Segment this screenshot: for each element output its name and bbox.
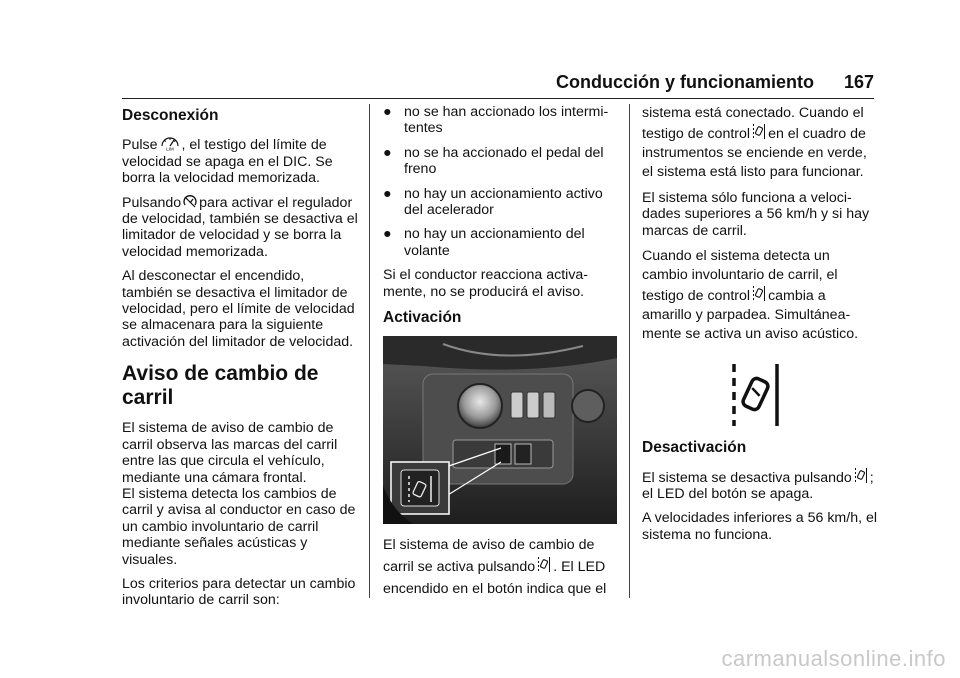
paragraph: El sistema detecta los cambios de carril y avisa al conductor en caso de un cambio involuntario de carril mediante señales acústicas y visuales.: [122, 485, 356, 568]
column-divider: [369, 104, 370, 598]
list-item: ● no hay un accionamiento del volante: [383, 226, 585, 259]
lane-departure-icon: [752, 123, 766, 140]
paragraph: El sistema se desactiva pulsando ; el LED del botón se apaga.: [642, 467, 878, 503]
page-header: [122, 70, 874, 99]
lane-departure-icon: [730, 362, 784, 428]
paragraph: El sistema de aviso de cambio de carril se activa pulsando . El LED encendido en el botón indica que el: [383, 537, 607, 598]
lane-departure-icon: [854, 467, 868, 484]
paragraph: Cuando el sistema detecta un cambio involuntario de carril, el testigo de control cambia a amarillo y parpadea. Simultánea-mente se activa un aviso acústico.: [642, 248, 859, 343]
paragraph: sistema está conectado. Cuando el testigo de control en el cuadro de instrumentos se enciende en verde, el sistema está listo para funcionar.: [642, 105, 867, 180]
heading-aviso-cambio-carril: Aviso de cambio de carril: [122, 362, 319, 410]
column-divider: [629, 104, 630, 598]
dashboard-photo: [383, 336, 617, 524]
column-3: [642, 104, 878, 551]
list-item: ● no hay un accionamiento activo del acelerador: [383, 185, 603, 219]
paragraph: El sistema sólo funciona a veloci-dades superiores a 56 km/h y si hay marcas de carril.: [642, 190, 870, 239]
list-item: ● no se han accionado los intermi-tentes: [383, 104, 609, 137]
paragraph: Pulse LIM , el testigo del límite de velocidad se apaga en el DIC. Se borra la velocidad memorizada.: [122, 134, 358, 186]
paragraph: El sistema de aviso de cambio de carril observa las marcas del carril entre las que circula el vehículo, mediante una cámara frontal.: [122, 420, 338, 486]
lane-departure-icon: [752, 285, 766, 302]
heading-desactivacion: Desactivación: [642, 439, 747, 457]
paragraph: Pulsando para activar el regulador de velocidad, también se desactiva el limitador de velocidad y se borra la velocidad memorizada.: [122, 194, 358, 260]
paragraph: A velocidades inferiores a 56 km/h, el sistema no funciona.: [642, 510, 878, 543]
column-2: [383, 104, 617, 608]
chapter-title: Conducción y funcionamiento: [555, 72, 814, 92]
speed-limiter-icon: [160, 134, 180, 151]
svg-text:LIM: LIM: [165, 146, 174, 152]
watermark: carmanualsonline.info: [721, 646, 946, 671]
list-item: ● no se ha accionado el pedal del freno: [383, 144, 604, 178]
column-1: [122, 104, 358, 617]
heading-activacion: Activación: [383, 309, 462, 327]
paragraph: Si el conductor reacciona activa-mente, no se producirá el aviso.: [383, 267, 589, 300]
cruise-control-icon: [183, 195, 197, 209]
page-number: 167: [843, 72, 874, 92]
lane-departure-icon: [537, 556, 551, 573]
paragraph: Los criterios para detectar un cambio involuntario de carril son:: [122, 575, 356, 609]
heading-desconexion: Desconexión: [122, 107, 219, 124]
paragraph: Al desconectar el encendido, también se desactiva el limitador de velocidad, pero el límite de velocidad se almacenara para la siguiente activación del limitador de velocidad.: [122, 268, 355, 350]
